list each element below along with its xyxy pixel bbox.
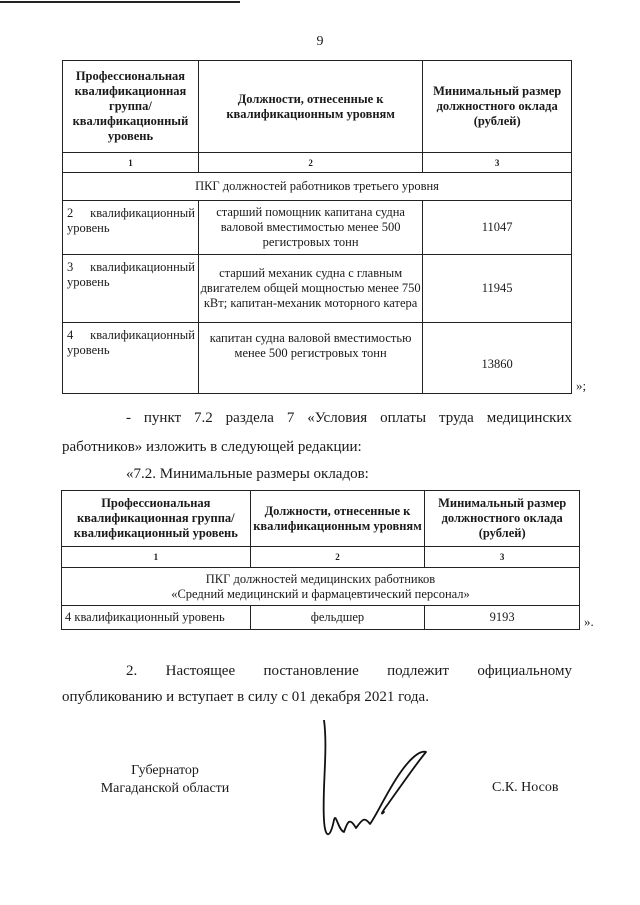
para-word: 7.2: [194, 410, 213, 426]
paragraph-line: [126, 663, 572, 680]
group-title-row: [63, 173, 572, 201]
header-cell: Минимальный размер должностного оклада (рублей): [423, 61, 572, 153]
level-cell: [63, 201, 199, 255]
table-header-row: [62, 491, 580, 547]
level-cell: 4 квалификационный уровень: [62, 606, 251, 630]
signatory-title: [60, 762, 270, 798]
para-word: раздела: [225, 410, 274, 426]
level-word: квалификационный: [90, 206, 195, 220]
table-row: [63, 201, 572, 255]
para-word: официальному: [477, 663, 572, 679]
group-title: ПКГ должностей работников третьего уровня: [63, 173, 572, 201]
table-row: [63, 323, 572, 394]
level-cell: [63, 323, 199, 394]
level-tail: уровень: [67, 343, 110, 357]
page-number: 9: [316, 34, 324, 49]
para-word: постановление: [263, 663, 359, 679]
salary-cell: 13860: [423, 323, 572, 394]
column-number: 3: [423, 153, 572, 173]
level-number: 3: [67, 260, 74, 274]
level-tail: уровень: [67, 221, 110, 235]
column-number: 1: [63, 153, 199, 173]
para-word: Настоящее: [165, 663, 236, 679]
position-cell: старший помощник капитана судна валовой вместимостью менее 500 регистровых тонн: [198, 201, 422, 255]
level-number: 2: [67, 206, 74, 220]
salary-cell: 11047: [423, 201, 572, 255]
para-word: подлежит: [387, 663, 449, 679]
paragraph-line: [126, 410, 572, 427]
group-title-row: [62, 568, 580, 606]
level-number: 4: [67, 328, 74, 342]
salary-table-medical: [61, 490, 580, 630]
signatory-title-line: Магаданской области: [100, 781, 230, 796]
group-title-line: ПКГ должностей медицинских работников: [205, 571, 436, 586]
column-number: 2: [250, 547, 425, 568]
level-word: квалификационный: [90, 328, 195, 342]
paragraph-line: работников» изложить в следующей редакции:: [62, 439, 362, 455]
closing-quote: ».: [584, 614, 594, 629]
signatory-name: С.К. Носов: [492, 780, 559, 795]
column-number: 3: [425, 547, 580, 568]
position-cell: старший механик судна с главным двигателем общей мощностью менее 750 кВт; капитан-механик моторного катера: [198, 255, 422, 323]
paragraph-line: опубликованию и вступает в силу с 01 декабря 2021 года.: [62, 689, 429, 705]
group-title: [62, 568, 580, 606]
level-cell: [63, 255, 199, 323]
salary-cell: 9193: [425, 606, 580, 630]
salary-table-third-level: [62, 60, 572, 394]
level-word: квалификационный: [90, 260, 195, 274]
header-cell: Профессиональная квалификационная группа/ квалификационный уровень: [63, 61, 199, 153]
header-cell: Минимальный размер должностного оклада (рублей): [425, 491, 580, 547]
salary-cell: 11945: [423, 255, 572, 323]
header-cell: Должности, отнесенные к квалификационным уровням: [198, 61, 422, 153]
table-row: [63, 255, 572, 323]
section-title: «7.2. Минимальные размеры окладов:: [126, 466, 369, 482]
para-word: 7: [286, 410, 295, 426]
header-cell: Профессиональная квалификационная группа/ квалификационный уровень: [62, 491, 251, 547]
para-word: пункт: [143, 410, 182, 426]
para-word: 2.: [126, 663, 138, 679]
para-word: труда: [438, 410, 474, 426]
para-word: оплаты: [380, 410, 427, 426]
para-word: медицинских: [486, 410, 572, 426]
table-header-row: [63, 61, 572, 153]
para-word: -: [126, 410, 131, 426]
para-word: «Условия: [307, 410, 368, 426]
top-rule: [0, 1, 240, 3]
signatory-title-line: Губернатор: [131, 763, 199, 778]
table-row: [62, 606, 580, 630]
header-cell: Должности, отнесенные к квалификационным уровням: [250, 491, 425, 547]
column-number-row: [62, 547, 580, 568]
handwritten-signature: [312, 720, 452, 860]
group-title-line: «Средний медицинский и фармацевтический персонал»: [171, 586, 470, 601]
position-cell: капитан судна валовой вместимостью менее 500 регистровых тонн: [198, 323, 422, 394]
column-number: 1: [62, 547, 251, 568]
level-tail: уровень: [67, 275, 110, 289]
column-number: 2: [198, 153, 422, 173]
closing-quote: »;: [576, 378, 587, 393]
column-number-row: [63, 153, 572, 173]
position-cell: фельдшер: [250, 606, 425, 630]
